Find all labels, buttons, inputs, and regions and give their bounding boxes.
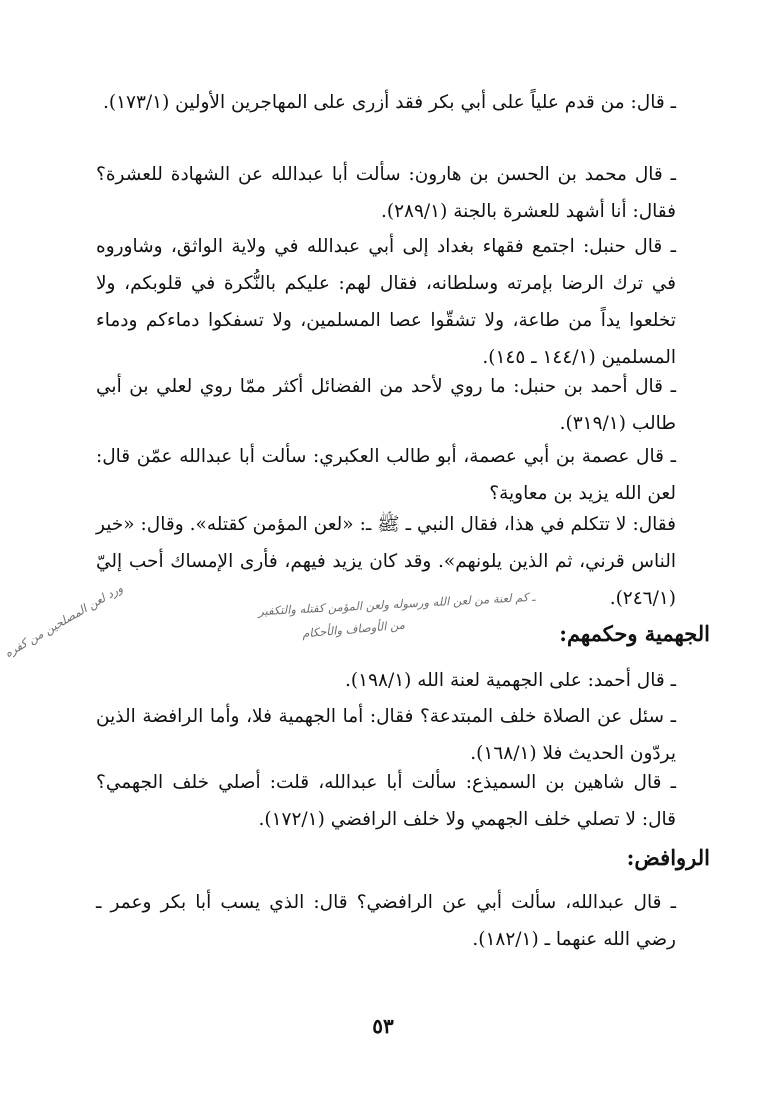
handwritten-margin-note: ورد لعن المصلحين من كفره bbox=[2, 580, 126, 661]
paragraph-7: ـ قال أحمد: على الجهمية لعنة الله (١٩٨/١). bbox=[345, 670, 676, 691]
paragraph-8: ـ سئل عن الصلاة خلف المبتدعة؟ فقال: أما الجهمية فلا، وأما الرافضة الذين يردّون الحديث فلا (١٦٨/١). bbox=[96, 706, 676, 764]
paragraph-5: ـ قال عصمة بن أبي عصمة، أبو طالب العكبري: سألت أبا عبدالله عمّن قال: لعن الله يزيد بن معاوية؟ bbox=[96, 446, 676, 504]
heading-jahmiyya: الجهمية وحكمهم: bbox=[559, 621, 710, 646]
handwritten-note-1: ـ كم لعنة من لعن الله ورسوله ولعن المؤمن كقتله والتكفير bbox=[257, 589, 536, 619]
handwritten-note-2: من الأوصاف والأحكام bbox=[301, 617, 406, 641]
paragraph-3: ـ قال حنبل: اجتمع فقهاء بغداد إلى أبي عبدالله في ولاية الواثق، وشاوروه في ترك الرضا بإمرته وسلطانه، فقال لهم: عليكم بالنُّكرة في قلوبكم، ولا تخلعوا يداً من طاعة، ولا تشقّوا عصا المسلمين، ولا تسفكوا دماءكم ودماء المسلمين (١٤٤/١ ـ ١٤٥). bbox=[96, 236, 676, 368]
paragraph-4: ـ قال أحمد بن حنبل: ما روي لأحد من الفضائل أكثر ممّا روي لعلي بن أبي طالب (٣١٩/١). bbox=[96, 376, 676, 434]
paragraph-9: ـ قال شاهين بن السميذع: سألت أبا عبدالله، قلت: أصلي خلف الجهمي؟ قال: لا تصلي خلف الجهمي ولا خلف الرافضي (١٧٢/١). bbox=[96, 772, 676, 830]
page-number: ٥٣ bbox=[372, 1014, 394, 1038]
paragraph-10: ـ قال عبدالله، سألت أبي عن الرافضي؟ قال: الذي يسب أبا بكر وعمر ـ رضي الله عنهما ـ (١٨٢/١). bbox=[96, 892, 676, 950]
paragraph-6: فقال: لا تتكلم في هذا، فقال النبي ـ ﷺ ـ: «لعن المؤمن كقتله». وقال: «خير الناس قرني، ثم الذين يلونهم». وقد كان يزيد فيهم، فأرى الإمساك أحب إليّ (٢٤٦/١). bbox=[96, 514, 676, 609]
paragraph-1: ـ قال: من قدم علياً على أبي بكر فقد أزرى على المهاجرين الأولين (١٧٣/١). bbox=[102, 92, 676, 113]
paragraph-2: ـ قال محمد بن الحسن بن هارون: سألت أبا عبدالله عن الشهادة للعشرة؟ فقال: أنا أشهد للعشرة بالجنة (٢٨٩/١). bbox=[96, 164, 676, 222]
heading-rawafid: الروافض: bbox=[626, 845, 710, 870]
